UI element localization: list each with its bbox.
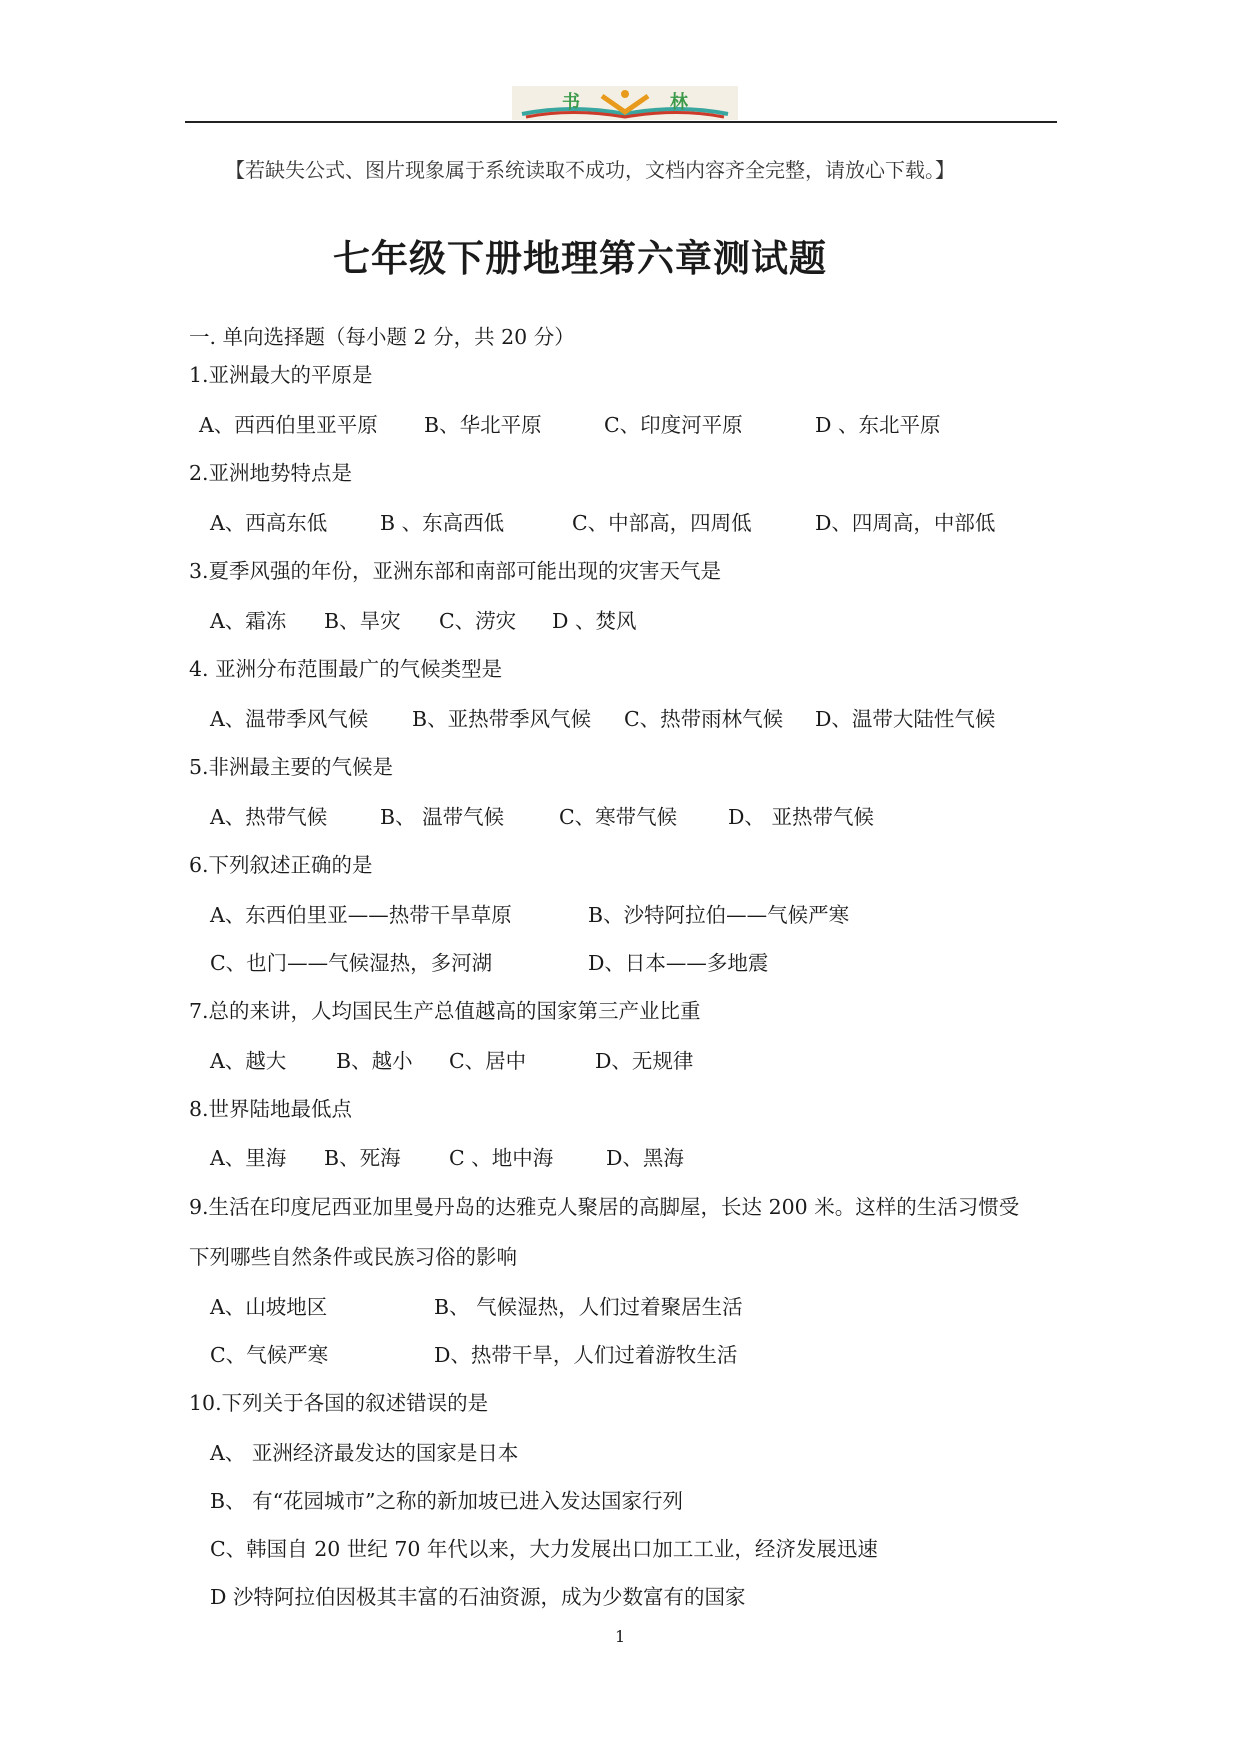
question-8-option-b: B、死海 bbox=[324, 1146, 401, 1170]
question-4-option-b: B、亚热带季风气候 bbox=[412, 707, 592, 731]
question-2-stem: 2.亚洲地势特点是 bbox=[189, 461, 353, 485]
logo-right-glyph: 林 bbox=[670, 92, 688, 113]
header-divider bbox=[185, 121, 1057, 123]
question-3-option-a: A、霜冻 bbox=[210, 609, 287, 633]
question-5-option-d: D、 亚热带气候 bbox=[728, 805, 874, 829]
question-9-option-b: B、 气候湿热，人们过着聚居生活 bbox=[434, 1295, 743, 1319]
logo-left-glyph: 书 bbox=[562, 92, 580, 113]
question-4-option-a: A、温带季风气候 bbox=[210, 707, 369, 731]
header-logo bbox=[512, 86, 738, 120]
question-1-option-d: D 、东北平原 bbox=[815, 413, 941, 437]
question-7-option-b: B、越小 bbox=[336, 1049, 413, 1073]
question-10-option-c: C、韩国自 20 世纪 70 年代以来，大力发展出口加工工业，经济发展迅速 bbox=[210, 1537, 878, 1561]
question-9-option-a: A、山坡地区 bbox=[210, 1295, 328, 1319]
question-10-option-b: B、 有“花园城市”之称的新加坡已进入发达国家行列 bbox=[210, 1489, 684, 1513]
question-1-option-b: B、华北平原 bbox=[424, 413, 542, 437]
question-10-option-a: A、 亚洲经济最发达的国家是日本 bbox=[210, 1441, 519, 1465]
question-1-option-c: C、印度河平原 bbox=[604, 413, 743, 437]
question-2-option-c: C、中部高，四周低 bbox=[572, 511, 752, 535]
question-2-option-b: B 、东高西低 bbox=[380, 511, 505, 535]
question-6-option-a: A、东西伯里亚——热带干旱草原 bbox=[210, 903, 512, 927]
question-5-option-b: B、 温带气候 bbox=[380, 805, 505, 829]
question-8-stem: 8.世界陆地最低点 bbox=[189, 1097, 353, 1121]
question-6-option-b: B、沙特阿拉伯——气候严寒 bbox=[588, 903, 850, 927]
question-10-stem: 10.下列关于各国的叙述错误的是 bbox=[189, 1391, 489, 1415]
question-8-option-d: D、黑海 bbox=[606, 1146, 684, 1170]
question-3-option-b: B、旱灾 bbox=[324, 609, 401, 633]
page-title: 七年级下册地理第六章测试题 bbox=[333, 236, 827, 280]
question-5-option-a: A、热带气候 bbox=[210, 805, 328, 829]
question-4-option-c: C、热带雨林气候 bbox=[624, 707, 784, 731]
question-9-option-d: D、热带干旱，人们过着游牧生活 bbox=[434, 1343, 738, 1367]
question-7-option-d: D、无规律 bbox=[595, 1049, 694, 1073]
section-heading: 一. 单向选择题（每小题 2 分，共 20 分） bbox=[189, 325, 575, 349]
question-2-option-a: A、西高东低 bbox=[210, 511, 328, 535]
question-8-option-a: A、里海 bbox=[210, 1146, 287, 1170]
question-2-option-d: D、四周高，中部低 bbox=[815, 511, 996, 535]
question-4-stem: 4. 亚洲分布范围最广的气候类型是 bbox=[189, 657, 503, 681]
question-5-stem: 5.非洲最主要的气候是 bbox=[189, 755, 394, 779]
question-10-option-d: D 沙特阿拉伯因极其丰富的石油资源，成为少数富有的国家 bbox=[210, 1585, 746, 1609]
question-6-stem: 6.下列叙述正确的是 bbox=[189, 853, 373, 877]
question-3-stem: 3.夏季风强的年份，亚洲东部和南部可能出现的灾害天气是 bbox=[189, 559, 722, 583]
question-9-stem-line1: 9.生活在印度尼西亚加里曼丹岛的达雅克人聚居的高脚屋，长达 200 米。这样的生活习惯受 bbox=[189, 1195, 1020, 1219]
question-3-option-d: D 、焚风 bbox=[552, 609, 637, 633]
question-9-option-c: C、气候严寒 bbox=[210, 1343, 329, 1367]
question-4-option-d: D、温带大陆性气候 bbox=[815, 707, 996, 731]
question-6-option-c: C、也门——气候湿热，多河湖 bbox=[210, 951, 493, 975]
page-number: 1 bbox=[615, 1627, 626, 1646]
question-7-option-c: C、居中 bbox=[449, 1049, 527, 1073]
question-8-option-c: C 、地中海 bbox=[449, 1146, 554, 1170]
question-6-option-d: D、日本——多地震 bbox=[588, 951, 769, 975]
question-1-option-a: A、西西伯里亚平原 bbox=[199, 413, 378, 437]
question-5-option-c: C、寒带气候 bbox=[559, 805, 678, 829]
question-1-stem: 1.亚洲最大的平原是 bbox=[189, 363, 373, 387]
question-7-stem: 7.总的来讲，人均国民生产总值越高的国家第三产业比重 bbox=[189, 999, 701, 1023]
download-notice: 【若缺失公式、图片现象属于系统读取不成功，文档内容齐全完整，请放心下载。】 bbox=[225, 158, 955, 182]
question-9-stem-line2: 下列哪些自然条件或民族习俗的影响 bbox=[189, 1245, 517, 1269]
book-logo-icon bbox=[512, 86, 738, 120]
question-3-option-c: C、涝灾 bbox=[439, 609, 517, 633]
question-7-option-a: A、越大 bbox=[210, 1049, 287, 1073]
